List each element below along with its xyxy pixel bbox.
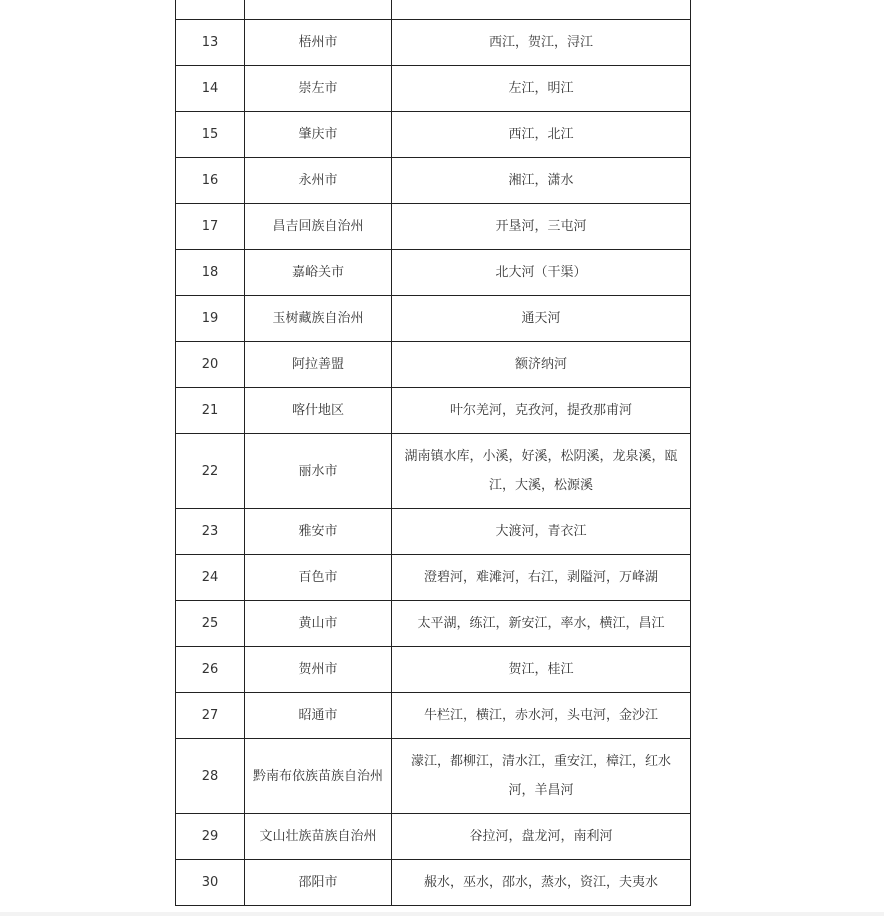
- table-row: [176, 0, 691, 20]
- table-row: [176, 158, 691, 204]
- row-number: 17: [176, 204, 245, 250]
- row-number: 14: [176, 66, 245, 112]
- river-names: 贺江，桂江: [392, 647, 691, 693]
- river-names: 大渡河，青衣江: [392, 509, 691, 555]
- row-number: 27: [176, 693, 245, 739]
- city-name: 文山壮族苗族自治州: [245, 814, 392, 860]
- row-number: 21: [176, 388, 245, 434]
- table-row: [176, 647, 691, 693]
- river-names: 左江，明江: [392, 66, 691, 112]
- city-name: 阿拉善盟: [245, 342, 392, 388]
- table-row: [176, 342, 691, 388]
- city-name: 肇庆市: [245, 112, 392, 158]
- river-names: [392, 0, 691, 20]
- river-names: 叶尔羌河，克孜河，提孜那甫河: [392, 388, 691, 434]
- row-number: 23: [176, 509, 245, 555]
- river-names: 通天河: [392, 296, 691, 342]
- river-names: 太平湖，练江，新安江，率水，横江，昌江: [392, 601, 691, 647]
- row-number: [176, 0, 245, 20]
- river-names: 澄碧河，难滩河，右江，剥隘河，万峰湖: [392, 555, 691, 601]
- city-name: 喀什地区: [245, 388, 392, 434]
- river-names: 湘江，潇水: [392, 158, 691, 204]
- city-name: 黔南布依族苗族自治州: [245, 739, 392, 814]
- table-row: [176, 601, 691, 647]
- table-row: [176, 434, 691, 509]
- table-row: [176, 20, 691, 66]
- city-name: 雅安市: [245, 509, 392, 555]
- river-names: 牛栏江，横江，赤水河，头屯河，金沙江: [392, 693, 691, 739]
- row-number: 22: [176, 434, 245, 509]
- city-name: 嘉峪关市: [245, 250, 392, 296]
- city-name: 丽水市: [245, 434, 392, 509]
- table-row: [176, 66, 691, 112]
- city-name: 昭通市: [245, 693, 392, 739]
- table-row: [176, 112, 691, 158]
- table-row: [176, 555, 691, 601]
- table-row: [176, 250, 691, 296]
- row-number: 19: [176, 296, 245, 342]
- table-row: [176, 204, 691, 250]
- table-row: [176, 739, 691, 814]
- river-names: 西江，北江: [392, 112, 691, 158]
- table-row: [176, 509, 691, 555]
- river-names: 濛江，都柳江，清水江，重安江，樟江，红水河，羊昌河: [392, 739, 691, 814]
- city-name: 昌吉回族自治州: [245, 204, 392, 250]
- river-names: 西江，贺江，浔江: [392, 20, 691, 66]
- city-name: 崇左市: [245, 66, 392, 112]
- table-row: [176, 860, 691, 906]
- row-number: 28: [176, 739, 245, 814]
- river-names: 额济纳河: [392, 342, 691, 388]
- row-number: 20: [176, 342, 245, 388]
- river-names: 湖南镇水库，小溪，好溪，松阴溪，龙泉溪，瓯江，大溪，松源溪: [392, 434, 691, 509]
- row-number: 18: [176, 250, 245, 296]
- river-table: [175, 0, 691, 906]
- row-number: 30: [176, 860, 245, 906]
- table-row: [176, 296, 691, 342]
- river-names: 谷拉河，盘龙河，南利河: [392, 814, 691, 860]
- row-number: 16: [176, 158, 245, 204]
- river-names: 开垦河，三屯河: [392, 204, 691, 250]
- table-row: [176, 814, 691, 860]
- table-row: [176, 388, 691, 434]
- row-number: 13: [176, 20, 245, 66]
- table-row: [176, 693, 691, 739]
- city-name: 黄山市: [245, 601, 392, 647]
- river-names: 赧水，巫水，邵水，蒸水，资江，夫夷水: [392, 860, 691, 906]
- city-name: 永州市: [245, 158, 392, 204]
- city-name: 玉树藏族自治州: [245, 296, 392, 342]
- city-name: 百色市: [245, 555, 392, 601]
- city-name: 邵阳市: [245, 860, 392, 906]
- city-name: 梧州市: [245, 20, 392, 66]
- page-bottom-strip: [0, 912, 884, 916]
- city-name: 贺州市: [245, 647, 392, 693]
- row-number: 29: [176, 814, 245, 860]
- row-number: 15: [176, 112, 245, 158]
- city-name: [245, 0, 392, 20]
- river-names: 北大河（干渠）: [392, 250, 691, 296]
- row-number: 26: [176, 647, 245, 693]
- row-number: 24: [176, 555, 245, 601]
- row-number: 25: [176, 601, 245, 647]
